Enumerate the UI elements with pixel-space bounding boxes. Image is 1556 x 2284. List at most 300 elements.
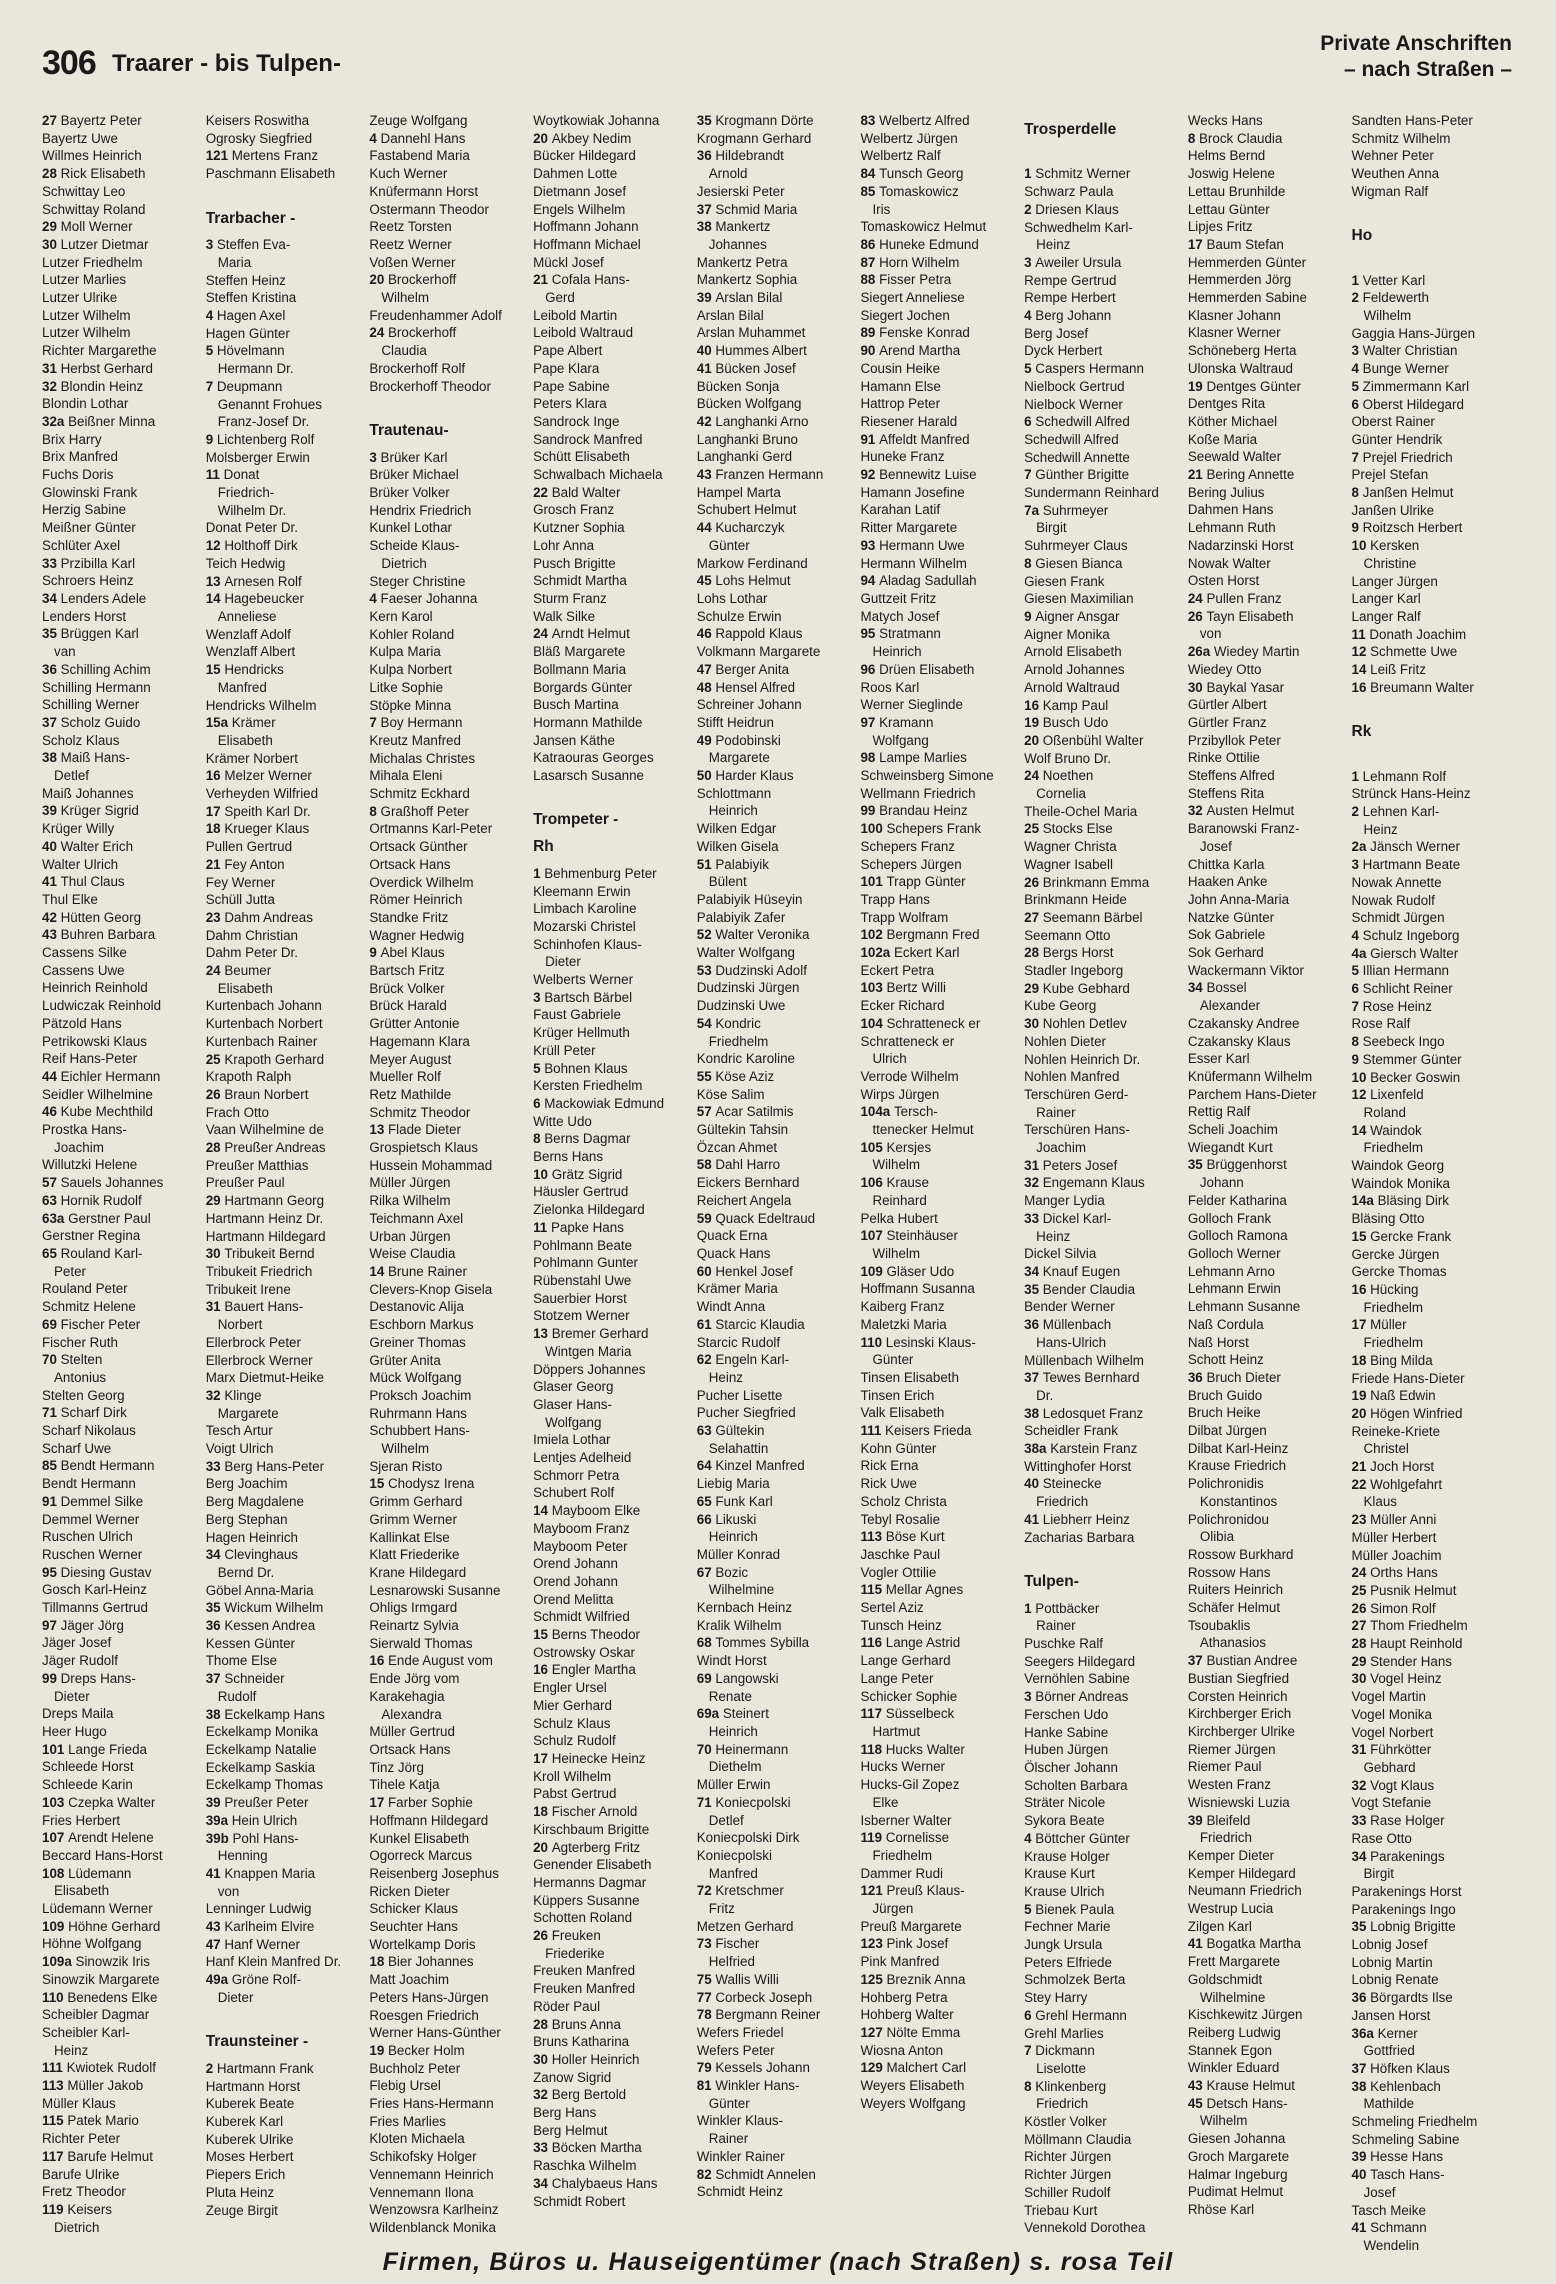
resident-entry: Baranowski Franz- <box>1187 821 1300 837</box>
resident-entry: 11 Donat <box>205 467 260 483</box>
resident-entry: Krause Kurt <box>1024 1866 1095 1882</box>
resident-entry: 20 Oßenbühl Walter <box>1024 732 1144 748</box>
house-number: 50 <box>696 768 716 784</box>
resident-entry <box>369 395 533 413</box>
resident-entry: 36a Kerner <box>1351 2025 1418 2041</box>
resident-entry: Richter Margarethe <box>42 343 157 359</box>
resident-entry: 24 Orths Hans <box>1351 1565 1438 1581</box>
house-number: 39b <box>205 1830 233 1846</box>
resident-entry: Chittka Karla <box>1187 856 1265 872</box>
resident-entry: 69a Steinert <box>696 1706 769 1722</box>
resident-entry: 4 Dannehl Hans <box>369 130 466 146</box>
house-number: 34 <box>1351 1848 1371 1864</box>
house-number: 11 <box>533 1219 551 1235</box>
resident-entry: Fries Marlies <box>369 2113 447 2129</box>
resident-entry: Wilhelm <box>381 290 429 306</box>
resident-entry: Waindok Monika <box>1351 1175 1450 1191</box>
resident-entry: 19 Becker Holm <box>369 2042 465 2058</box>
resident-entry: 34 Parakenings <box>1351 1848 1445 1864</box>
house-number: 4 <box>369 591 381 607</box>
resident-entry: Friederike <box>545 1945 605 1961</box>
resident-entry: Genannt Frohues <box>217 396 322 412</box>
resident-entry: Welbertz Ralf <box>860 148 941 164</box>
house-number: 32 <box>1187 803 1207 819</box>
resident-entry: 68 Tommes Sybilla <box>696 1635 810 1651</box>
resident-entry: 40 Hummes Albert <box>696 343 807 359</box>
resident-entry: 35 Brüggen Karl <box>42 626 139 642</box>
resident-entry: 35 Bender Claudia <box>1024 1281 1136 1297</box>
resident-entry: Wittinghofer Horst <box>1024 1458 1132 1474</box>
resident-entry: 38 Maiß Hans- <box>42 750 130 766</box>
resident-entry: Wilhelm <box>381 1441 429 1457</box>
resident-entry: Imiela Lothar <box>533 1432 611 1448</box>
resident-entry: Kern Karol <box>369 608 433 624</box>
resident-entry: Valk Elisabeth <box>860 1405 945 1421</box>
resident-entry: Welbertz Jürgen <box>860 130 958 146</box>
resident-entry: 33 Berg Hans-Peter <box>205 1458 325 1474</box>
resident-entry: Dieter <box>545 954 581 970</box>
resident-entry: 57 Sauels Johannes <box>42 1175 164 1191</box>
resident-entry: Berg Stephan <box>205 1511 288 1527</box>
resident-entry: Schepers Franz <box>860 838 955 854</box>
resident-entry: Giesen Frank <box>1024 573 1105 589</box>
house-number: 31 <box>1351 1742 1371 1758</box>
house-number: 20 <box>1351 1405 1371 1421</box>
resident-entry: 46 Kube Mechthild <box>42 1104 153 1120</box>
house-number: 26 <box>533 1928 552 1944</box>
resident-entry: Wenzlaff Adolf <box>205 626 291 642</box>
resident-entry: Müller Erwin <box>696 1777 771 1793</box>
resident-entry: Özcan Ahmet <box>696 1139 778 1155</box>
resident-entry: 27 Thom Friedhelm <box>1351 1618 1468 1634</box>
resident-entry: Claudia <box>381 343 427 359</box>
house-number: 20 <box>1024 732 1043 748</box>
resident-entry: Jaschke Paul <box>860 1546 941 1562</box>
house-number: 14a <box>1351 1193 1378 1209</box>
house-number: 34 <box>533 2175 552 2191</box>
resident-entry: Kirschbaum Brigitte <box>533 1821 650 1837</box>
resident-entry: 23 Müller Anni <box>1351 1512 1437 1528</box>
resident-entry: Vogel Monika <box>1351 1706 1432 1722</box>
house-number: 3 <box>205 237 217 253</box>
resident-entry: 8 Seebeck Ingo <box>1351 1034 1445 1050</box>
resident-entry: Freuken Manfred <box>533 1963 636 1979</box>
resident-entry: 28 Bergs Horst <box>1024 945 1114 961</box>
resident-entry: 24 Beumer <box>205 963 272 979</box>
resident-entry: Suhrmeyer Claus <box>1024 538 1128 554</box>
house-number: 26 <box>1024 874 1043 890</box>
resident-entry: Grosch Franz <box>533 502 615 518</box>
resident-entry: Seidler Wilhelmine <box>42 1086 153 1102</box>
resident-entry: Tribukeit Irene <box>205 1281 291 1297</box>
resident-entry: Matych Josef <box>860 608 940 624</box>
resident-entry: Steffens Alfred <box>1187 768 1275 784</box>
resident-entry: Wiedey Otto <box>1187 661 1262 677</box>
resident-entry: Heinrich <box>708 1723 758 1739</box>
resident-entry: Kleemann Erwin <box>533 883 631 899</box>
resident-entry: 37 Bustian Andree <box>1187 1653 1298 1669</box>
resident-entry: Wolfgang <box>872 732 929 748</box>
house-number: 115 <box>860 1582 886 1598</box>
house-number: 2 <box>205 2060 217 2076</box>
resident-entry: Krämer Maria <box>696 1281 778 1297</box>
resident-entry: 121 Preuß Klaus- <box>860 1883 965 1899</box>
resident-entry: Lasarsch Susanne <box>533 768 644 784</box>
resident-entry: Wildenblanck Monika <box>369 2219 496 2235</box>
house-number: 35 <box>1187 1157 1207 1173</box>
house-number: 6 <box>1351 396 1363 412</box>
house-number: 24 <box>1351 1565 1371 1581</box>
resident-entry: 110 Benedens Elke <box>42 1989 158 2005</box>
house-number: 32 <box>533 2087 552 2103</box>
resident-entry: 2 Lehnen Karl- <box>1351 804 1440 820</box>
house-number: 15 <box>205 662 225 678</box>
resident-entry: Naß Horst <box>1187 1334 1249 1350</box>
resident-entry: Rick Erna <box>860 1458 919 1474</box>
directory-column <box>1187 112 1352 2217</box>
resident-entry: 8 Brock Claudia <box>1187 130 1283 146</box>
house-number: 38 <box>42 750 61 766</box>
resident-entry: 125 Breznik Anna <box>860 1971 966 1987</box>
house-number: 71 <box>42 1405 61 1421</box>
resident-entry: Prostka Hans- <box>42 1122 127 1138</box>
resident-entry: Leibold Martin <box>533 307 618 323</box>
resident-entry: Stelten Georg <box>42 1387 125 1403</box>
resident-entry: Krüger Hellmuth <box>533 1025 630 1041</box>
resident-entry: 101 Trapp Günter <box>860 874 966 890</box>
resident-entry: Kischkewitz Jürgen <box>1187 2007 1303 2023</box>
resident-entry: 45 Detsch Hans- <box>1187 2095 1288 2111</box>
house-number: 6 <box>1024 414 1036 430</box>
resident-entry: Eschborn Markus <box>369 1317 474 1333</box>
resident-entry: Winkler Rainer <box>696 2148 785 2164</box>
resident-entry: 6 Oberst Hildegard <box>1351 396 1464 412</box>
resident-entry: Krause Holger <box>1024 1848 1110 1864</box>
house-number: 97 <box>860 714 880 730</box>
house-number: 19 <box>1024 715 1043 731</box>
resident-entry: Katraouras Georges <box>533 750 654 766</box>
resident-entry: 4 Bunge Werner <box>1351 361 1449 377</box>
resident-entry: Maletzki Maria <box>860 1316 947 1332</box>
resident-entry: Genender Elisabeth <box>533 1857 652 1873</box>
resident-entry: 57 Acar Satilmis <box>696 1104 794 1120</box>
resident-entry: Retz Mathilde <box>369 1086 452 1102</box>
resident-entry: Schwarz Paula <box>1024 184 1114 200</box>
resident-entry: 102 Bergmann Fred <box>860 927 980 943</box>
resident-entry: Elisabeth <box>217 732 273 748</box>
resident-entry: Dahmen Hans <box>1187 502 1274 518</box>
resident-entry: Lettau Brunhilde <box>1187 183 1286 199</box>
resident-entry: Koniecpolski Dirk <box>696 1830 800 1846</box>
resident-entry: 32 Klinge <box>205 1387 262 1403</box>
house-number: 44 <box>696 520 716 536</box>
resident-entry: Stey Harry <box>1024 1990 1088 2006</box>
resident-entry: Reif Hans-Peter <box>42 1051 138 1067</box>
resident-entry: Eckert Petra <box>860 962 935 978</box>
resident-entry: Friedrich <box>1199 1830 1252 1846</box>
resident-entry: 17 Farber Sophie <box>369 1795 473 1811</box>
resident-entry: Paschmann Elisabeth <box>205 166 336 182</box>
resident-entry: 15a Krämer <box>205 715 276 731</box>
resident-entry: Beccard Hans-Horst <box>42 1847 163 1863</box>
house-number: 28 <box>533 2016 552 2032</box>
house-number: 34 <box>1024 1264 1043 1279</box>
resident-entry: Clevers-Knop Gisela <box>369 1281 493 1297</box>
resident-entry: Rossow Hans <box>1187 1564 1271 1580</box>
resident-entry: Westen Franz <box>1187 1777 1271 1793</box>
resident-entry: Arslan Bilal <box>696 307 764 323</box>
house-number: 39 <box>42 803 61 819</box>
directory-columns <box>42 112 1516 2253</box>
house-number: 115 <box>42 2113 68 2129</box>
street-heading: Trompeter - <box>533 811 619 829</box>
house-number: 12 <box>1351 1087 1371 1103</box>
house-number: 15 <box>369 1476 388 1492</box>
resident-entry: 41 Schmann <box>1351 2220 1427 2236</box>
resident-entry: 37 Tewes Bernhard <box>1024 1370 1140 1386</box>
resident-entry: Weuthen Anna <box>1351 166 1440 182</box>
house-number: 17 <box>533 1750 552 1766</box>
resident-entry: Heinz <box>1036 1228 1071 1244</box>
resident-entry: Tinsen Erich <box>860 1387 935 1403</box>
house-number: 30 <box>533 2051 552 2067</box>
house-number: 119 <box>42 2201 68 2217</box>
resident-entry: Elisabeth <box>54 1883 110 1899</box>
resident-entry: Schleede Horst <box>42 1759 134 1775</box>
resident-entry: Pelka Hubert <box>860 1210 938 1226</box>
resident-entry: 45 Lohs Helmut <box>696 573 791 589</box>
resident-entry: Wilhelm <box>872 1246 921 1261</box>
resident-entry: 33 Rase Holger <box>1351 1813 1445 1829</box>
resident-entry: Bering Julius <box>1187 484 1265 500</box>
resident-entry: 5 Zimmermann Karl <box>1351 378 1470 394</box>
resident-entry: 41 Bogatka Martha <box>1187 1936 1301 1952</box>
resident-entry: 63 Gültekin <box>696 1423 765 1439</box>
resident-entry: 87 Horn Wilhelm <box>860 254 960 270</box>
house-number: 90 <box>860 343 880 359</box>
resident-entry <box>1352 750 1516 768</box>
resident-entry: Werner Sieglinde <box>860 697 963 713</box>
resident-entry: 110 Lesinski Klaus- <box>860 1334 976 1350</box>
resident-entry: Gercke Thomas <box>1351 1264 1447 1280</box>
resident-entry: Hohberg Petra <box>860 1989 948 2005</box>
resident-entry: Friedhelm <box>872 1847 932 1863</box>
resident-entry: 26 Freuken <box>533 1928 601 1944</box>
resident-entry: Thome Else <box>205 1653 278 1669</box>
house-number: 29 <box>1351 1653 1371 1669</box>
resident-entry: Kurtenbach Norbert <box>205 1016 323 1032</box>
resident-entry: 40 Walter Erich <box>42 838 134 854</box>
resident-entry: Standke Fritz <box>369 909 449 925</box>
resident-entry: Maria <box>217 254 252 270</box>
resident-entry: Walk Silke <box>533 608 596 624</box>
resident-entry: Nielbock Gertrud <box>1024 378 1125 394</box>
house-number: 37 <box>1187 1653 1207 1669</box>
resident-entry: 98 Lampe Marlies <box>860 750 967 766</box>
resident-entry: Vogt Stefanie <box>1351 1795 1432 1811</box>
resident-entry: Dammer Rudi <box>860 1865 944 1881</box>
resident-entry: Kaiberg Franz <box>860 1299 945 1315</box>
resident-entry: 106 Krause <box>860 1175 929 1191</box>
resident-entry: Greiner Thomas <box>369 1334 466 1350</box>
resident-entry: Helfried <box>708 1954 755 1970</box>
resident-entry: Lipjes Fritz <box>1187 219 1253 235</box>
resident-entry: 4 Schulz Ingeborg <box>1351 927 1460 943</box>
house-number: 94 <box>860 573 880 589</box>
resident-entry: 9 Aigner Ansgar <box>1024 608 1120 624</box>
house-number: 113 <box>42 2078 68 2094</box>
resident-entry: 46 Rappold Klaus <box>696 626 803 642</box>
page-header <box>40 28 1512 84</box>
resident-entry: Destanovic Alija <box>369 1299 464 1315</box>
resident-entry: 69 Fischer Peter <box>42 1316 141 1332</box>
resident-entry: 23 Dahm Andreas <box>205 909 313 925</box>
resident-entry: 52 Walter Veronika <box>696 927 810 943</box>
resident-entry: Lenders Horst <box>42 608 127 624</box>
house-number: 46 <box>696 626 716 642</box>
house-number: 79 <box>696 2060 716 2076</box>
house-number: 1 <box>533 865 545 881</box>
resident-entry: Heinz <box>1036 237 1071 253</box>
resident-entry: Hemmerden Günter <box>1187 254 1307 270</box>
resident-entry: Gebhard <box>1363 1759 1416 1775</box>
resident-entry <box>206 183 370 201</box>
resident-entry: Riemer Paul <box>1187 1759 1262 1775</box>
house-number: 46 <box>42 1104 61 1120</box>
house-number: 10 <box>533 1166 552 1182</box>
house-number: 3 <box>1351 343 1363 359</box>
resident-entry: 121 Mertens Franz <box>205 148 319 164</box>
resident-entry <box>533 785 697 803</box>
resident-entry: von <box>217 1883 240 1899</box>
resident-entry: 116 Lange Astrid <box>860 1635 961 1651</box>
resident-entry: Johannes <box>708 236 767 252</box>
resident-entry: 38 Eckelkamp Hans <box>205 1706 325 1722</box>
resident-entry: 41 Knappen Maria <box>205 1865 316 1881</box>
resident-entry: Schäfer Helmut <box>1187 1600 1281 1616</box>
resident-entry: Herzig Sabine <box>42 502 127 518</box>
resident-entry: Huneke Franz <box>860 449 945 465</box>
resident-entry: 113 Böse Kurt <box>860 1529 945 1545</box>
resident-entry: Müller Jürgen <box>369 1175 451 1191</box>
resident-entry: Schulz Rudolf <box>533 1733 616 1749</box>
house-number: 5 <box>1351 963 1363 979</box>
resident-entry: 10 Grätz Sigrid <box>533 1166 623 1182</box>
house-number: 31 <box>1024 1157 1043 1173</box>
house-number: 3 <box>369 449 381 465</box>
house-number: 41 <box>42 874 61 890</box>
resident-entry: 103 Czepka Walter <box>42 1794 156 1810</box>
resident-entry: Hartmann Heinz Dr. <box>205 1210 324 1226</box>
resident-entry: Müller Klaus <box>42 2095 116 2111</box>
resident-entry: 17 Müller <box>1351 1317 1407 1333</box>
resident-entry: 7a Suhrmeyer <box>1024 502 1109 518</box>
resident-entry: Zeuge Wolfgang <box>369 113 468 128</box>
resident-entry: Wenzowsra Karlheinz <box>369 2202 499 2218</box>
resident-entry: 16 Breumann Walter <box>1351 679 1474 695</box>
resident-entry: 7 Rose Heinz <box>1351 998 1432 1014</box>
resident-entry: Tsoubaklis <box>1187 1617 1251 1633</box>
resident-entry: 24 Pullen Franz <box>1187 590 1282 606</box>
resident-entry: 14 Mayboom Elke <box>533 1503 641 1519</box>
resident-entry: 109 Höhne Gerhard <box>42 1918 161 1934</box>
resident-entry: Jansen Horst <box>1351 2007 1431 2023</box>
house-number: 59 <box>696 1210 716 1226</box>
resident-entry: 5 Hövelmann <box>205 343 285 359</box>
resident-entry: Margarete <box>217 1405 279 1421</box>
resident-entry: 16 Engler Martha <box>533 1662 636 1678</box>
house-number: 8 <box>533 1131 545 1147</box>
resident-entry: Pluta Heinz <box>205 2184 275 2200</box>
resident-entry: Wilhelmine <box>1199 1989 1266 2005</box>
resident-entry: Schmolzek Berta <box>1024 1972 1126 1988</box>
resident-entry: Fechner Marie <box>1024 1919 1111 1935</box>
resident-entry: Brück Volker <box>369 980 445 996</box>
resident-entry: Klasner Johann <box>1187 307 1281 323</box>
resident-entry: Brockerhoff Rolf <box>369 360 466 376</box>
resident-entry: Starcic Rudolf <box>696 1334 781 1350</box>
house-number: 21 <box>533 272 552 288</box>
resident-entry: Arnold Elisabeth <box>1024 644 1122 660</box>
resident-entry: Siegert Anneliese <box>860 290 965 306</box>
resident-entry: Karakehagia <box>369 1688 445 1704</box>
house-number: 5 <box>205 343 217 359</box>
resident-entry: Cousin Heike <box>860 360 941 376</box>
resident-entry: 43 Buhren Barbara <box>42 927 156 943</box>
resident-entry: 123 Pink Josef <box>860 1936 949 1952</box>
resident-entry: Lehmann Susanne <box>1187 1299 1301 1315</box>
directory-column <box>1024 112 1188 2236</box>
resident-entry: Sykora Beate <box>1024 1813 1105 1829</box>
house-number: 83 <box>860 113 880 128</box>
resident-entry: 15 Chodysz Irena <box>369 1476 475 1492</box>
resident-entry: Zeuge Birgit <box>205 2202 278 2218</box>
house-number: 57 <box>696 1104 716 1120</box>
resident-entry: Renate <box>708 1688 752 1704</box>
resident-entry: Alexandra <box>381 1706 442 1722</box>
resident-entry: 2 Feldewerth <box>1351 290 1429 306</box>
house-number: 71 <box>696 1794 716 1810</box>
house-number: 37 <box>696 201 716 217</box>
resident-entry: 5 Caspers Hermann <box>1024 361 1144 377</box>
resident-entry: Eckelkamp Monika <box>205 1724 319 1740</box>
resident-entry: Bayertz Uwe <box>42 130 118 146</box>
resident-entry: Verrode Wilhelm <box>860 1068 959 1084</box>
resident-entry: Reineke-Kriete <box>1351 1423 1441 1439</box>
resident-entry: Ricken Dieter <box>369 1883 450 1899</box>
resident-entry: 34 Knauf Eugen <box>1024 1264 1121 1279</box>
house-number: 3 <box>533 989 545 1005</box>
resident-entry: Birgit <box>1036 520 1067 536</box>
resident-entry: Ohligs Irmgard <box>369 1600 458 1616</box>
resident-entry: Schubert Rolf <box>533 1485 615 1501</box>
resident-entry: 20 Akbey Nedim <box>533 130 632 146</box>
resident-entry: Ölscher Johann <box>1024 1759 1118 1775</box>
resident-entry: 11 Donath Joachim <box>1351 626 1467 642</box>
resident-entry: Lobnig Josef <box>1351 1937 1428 1953</box>
house-number: 30 <box>1187 679 1207 695</box>
resident-entry: Schlüter Axel <box>42 537 121 553</box>
resident-entry: 109 Gläser Udo <box>860 1263 955 1279</box>
resident-entry: 35 Lobnig Brigitte <box>1351 1919 1456 1935</box>
house-number: 14 <box>533 1503 552 1519</box>
house-number: 8 <box>1351 1034 1363 1050</box>
resident-entry: Scheibler Karl- <box>42 2024 130 2040</box>
resident-entry: Tunsch Heinz <box>860 1617 942 1633</box>
resident-entry: Hussein Mohammad <box>369 1157 493 1173</box>
house-number: 25 <box>205 1051 225 1067</box>
house-number: 72 <box>696 1883 716 1899</box>
